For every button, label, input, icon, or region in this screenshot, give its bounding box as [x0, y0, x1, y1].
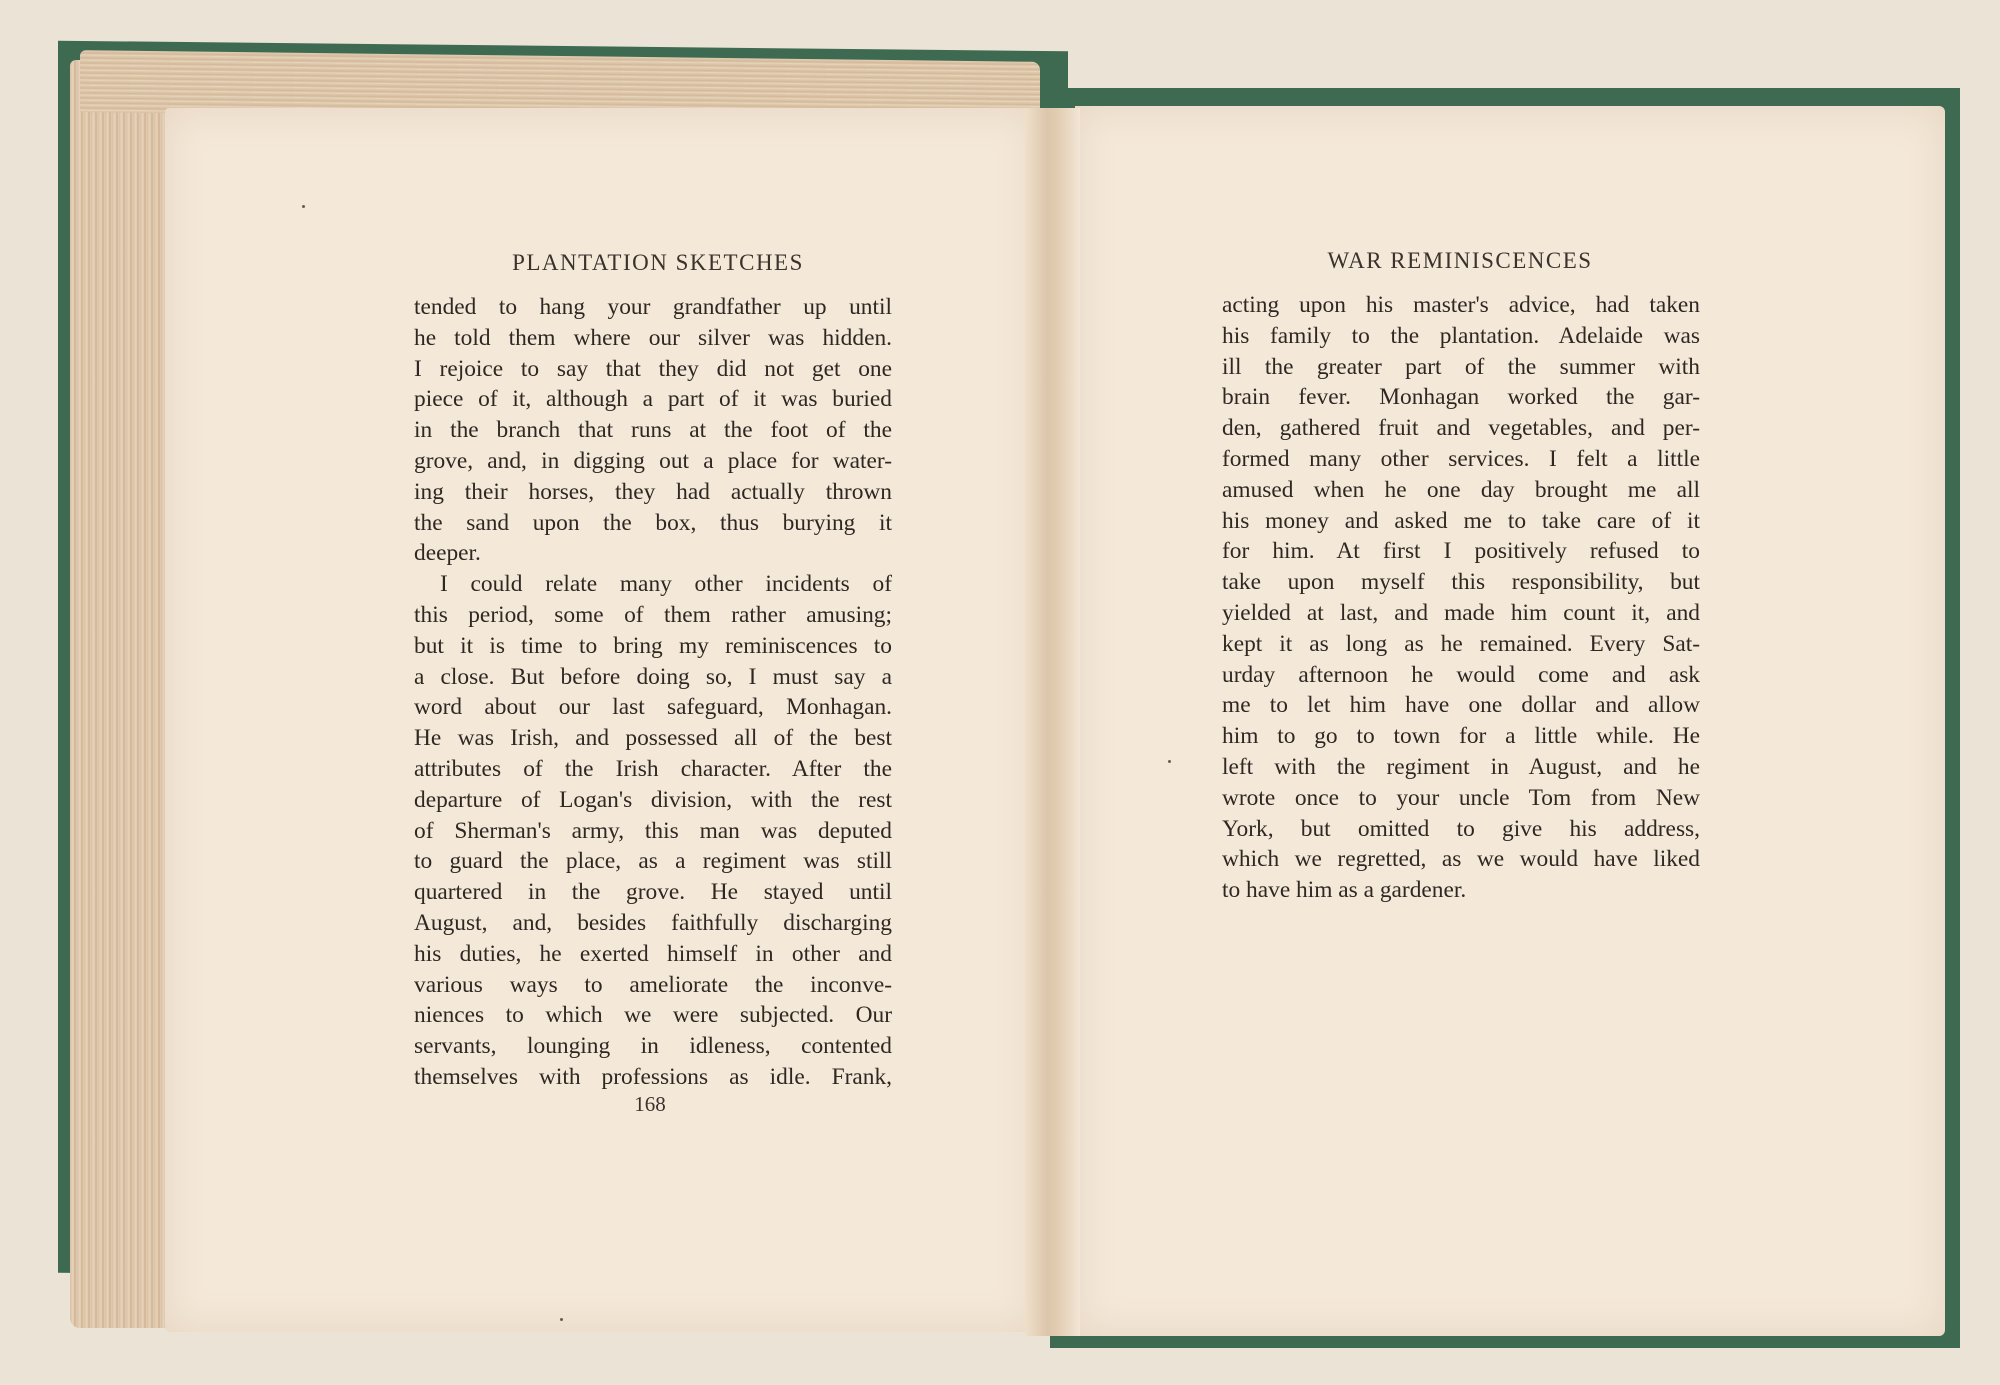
paper-speck	[560, 1318, 563, 1321]
text-line: urday afternoon he would come and ask	[1222, 661, 1700, 688]
text-line: to guard the place, as a regiment was still	[414, 848, 892, 875]
book-gutter	[1025, 108, 1080, 1336]
text-line: he told them where our silver was hidden.	[414, 324, 892, 351]
text-line: which we regretted, as we would have liked	[1222, 846, 1700, 873]
running-header-right: WAR REMINISCENCES	[1327, 248, 1593, 273]
text-line: I could relate many other incidents of	[440, 571, 892, 598]
text-line: ing their horses, they had actually thrown	[414, 478, 892, 505]
text-line: quartered in the grove. He stayed until	[414, 879, 892, 906]
text-line: kept it as long as he remained. Every Sat-	[1222, 630, 1700, 657]
text-line: take upon myself this responsibility, but	[1222, 569, 1700, 596]
text-line: servants, lounging in idleness, contented	[414, 1033, 892, 1060]
text-line: den, gathered fruit and vegetables, and per-	[1222, 415, 1700, 442]
page-number: 168	[634, 1092, 666, 1116]
text-line: He was Irish, and possessed all of the best	[414, 725, 892, 752]
text-line: word about our last safeguard, Monhagan.	[414, 694, 892, 721]
text-line: departure of Logan's division, with the rest	[414, 786, 892, 813]
text-line: August, and, besides faithfully discharging	[414, 909, 892, 936]
text-line: me to let him have one dollar and allow	[1222, 692, 1700, 719]
text-line: grove, and, in digging out a place for water-	[414, 447, 892, 474]
text-line: of Sherman's army, this man was deputed	[414, 817, 892, 844]
text-line: brain fever. Monhagan worked the gar-	[1222, 384, 1700, 411]
text-line: this period, some of them rather amusing;	[414, 601, 892, 628]
text-line: formed many other services. I felt a little	[1222, 445, 1700, 472]
text-line: niences to which we were subjected. Our	[414, 1002, 892, 1029]
text-line: his money and asked me to take care of it	[1222, 507, 1700, 534]
text-line: left with the regiment in August, and he	[1222, 753, 1700, 780]
text-line: deeper.	[414, 540, 481, 567]
right-page-text	[1222, 290, 1700, 906]
text-line: a close. But before doing so, I must say a	[414, 663, 892, 690]
text-line: him to go to town for a little while. He	[1222, 723, 1700, 750]
text-line: tended to hang your grandfather up until	[414, 294, 892, 320]
text-line: the sand upon the box, thus burying it	[414, 509, 892, 536]
text-line: attributes of the Irish character. After the	[414, 755, 892, 782]
text-line: wrote once to your uncle Tom from New	[1222, 784, 1700, 811]
text-line: his duties, he exerted himself in other and	[414, 940, 892, 967]
text-line: themselves with professions as idle. Frank,	[414, 1063, 892, 1090]
text-line: York, but omitted to give his address,	[1222, 815, 1700, 842]
running-header-left: PLANTATION SKETCHES	[512, 250, 804, 275]
text-line: piece of it, although a part of it was buried	[414, 386, 892, 413]
text-line: his family to the plantation. Adelaide was	[1222, 322, 1700, 349]
paper-speck	[302, 205, 305, 208]
text-line: amused when he one day brought me all	[1222, 476, 1700, 503]
text-line: for him. At first I positively refused to	[1222, 538, 1700, 565]
text-line: ill the greater part of the summer with	[1222, 353, 1700, 380]
left-page-text	[414, 292, 892, 1093]
text-line: yielded at last, and made him count it, and	[1222, 599, 1700, 626]
text-line: acting upon his master's advice, had taken	[1222, 292, 1700, 318]
text-line: to have him as a gardener.	[1222, 877, 1467, 904]
text-line: in the branch that runs at the foot of the	[414, 417, 892, 444]
text-line: various ways to ameliorate the inconve-	[414, 971, 892, 998]
text-line: I rejoice to say that they did not get one	[414, 355, 892, 382]
text-line: but it is time to bring my reminiscences to	[414, 632, 892, 659]
paper-speck	[1168, 760, 1171, 763]
